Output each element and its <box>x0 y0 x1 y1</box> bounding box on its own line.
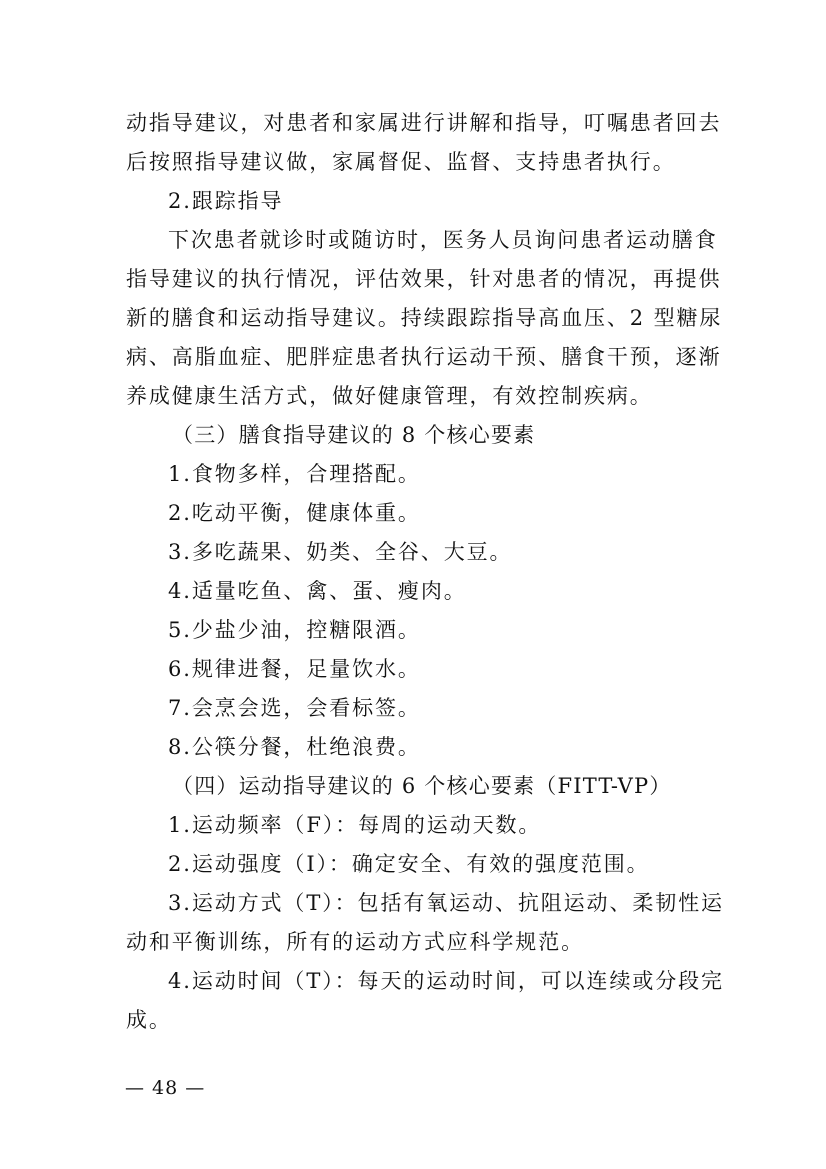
exercise-element-continuation: 动和平衡训练，所有的运动方式应科学规范。 <box>126 930 584 954</box>
paragraph-line: 病、高脂血症、肥胖症患者执行运动干预、膳食干预，逐渐 <box>126 345 722 369</box>
diet-element-item: 2.吃动平衡，健康体重。 <box>168 501 421 525</box>
paragraph-line: 养成健康生活方式，做好健康管理，有效控制疾病。 <box>126 384 653 408</box>
section-subheading: 2.跟踪指导 <box>168 189 284 213</box>
diet-element-item: 8.公筷分餐，杜绝浪费。 <box>168 735 421 759</box>
section-heading-exercise: （四）运动指导建议的 6 个核心要素（FITT-VP） <box>172 774 672 798</box>
diet-element-item: 7.会烹会选，会看标签。 <box>168 696 421 720</box>
paragraph-line: 动指导建议，对患者和家属进行讲解和指导，叮嘱患者回去 <box>126 111 722 135</box>
section-heading-diet: （三）膳食指导建议的 8 个核心要素 <box>172 423 536 447</box>
diet-element-item: 5.少盐少油，控糖限酒。 <box>168 618 421 642</box>
exercise-element-item: 4.运动时间（T）：每天的运动时间，可以连续或分段完 <box>168 969 724 993</box>
paragraph-line: 指导建议的执行情况，评估效果，针对患者的情况，再提供 <box>126 267 722 291</box>
diet-element-item: 1.食物多样，合理搭配。 <box>168 462 421 486</box>
exercise-element-item: 2.运动强度（I）：确定安全、有效的强度范围。 <box>168 852 650 876</box>
diet-element-item: 3.多吃蔬果、奶类、全谷、大豆。 <box>168 540 513 564</box>
paragraph-line: 后按照指导建议做，家属督促、监督、支持患者执行。 <box>126 150 676 174</box>
diet-element-item: 6.规律进餐，足量饮水。 <box>168 657 421 681</box>
diet-element-item: 4.适量吃鱼、禽、蛋、瘦肉。 <box>168 579 467 603</box>
exercise-element-item: 1.运动频率（F）：每周的运动天数。 <box>168 813 542 837</box>
exercise-element-continuation: 成。 <box>126 1008 172 1032</box>
paragraph-line: 新的膳食和运动指导建议。持续跟踪指导高血压、2 型糖尿 <box>126 306 723 330</box>
exercise-element-item: 3.运动方式（T）：包括有氧运动、抗阻运动、柔韧性运 <box>168 891 724 915</box>
paragraph-line: 下次患者就诊时或随访时，医务人员询问患者运动膳食 <box>168 228 718 252</box>
page-number: — 48 — <box>125 1077 206 1099</box>
